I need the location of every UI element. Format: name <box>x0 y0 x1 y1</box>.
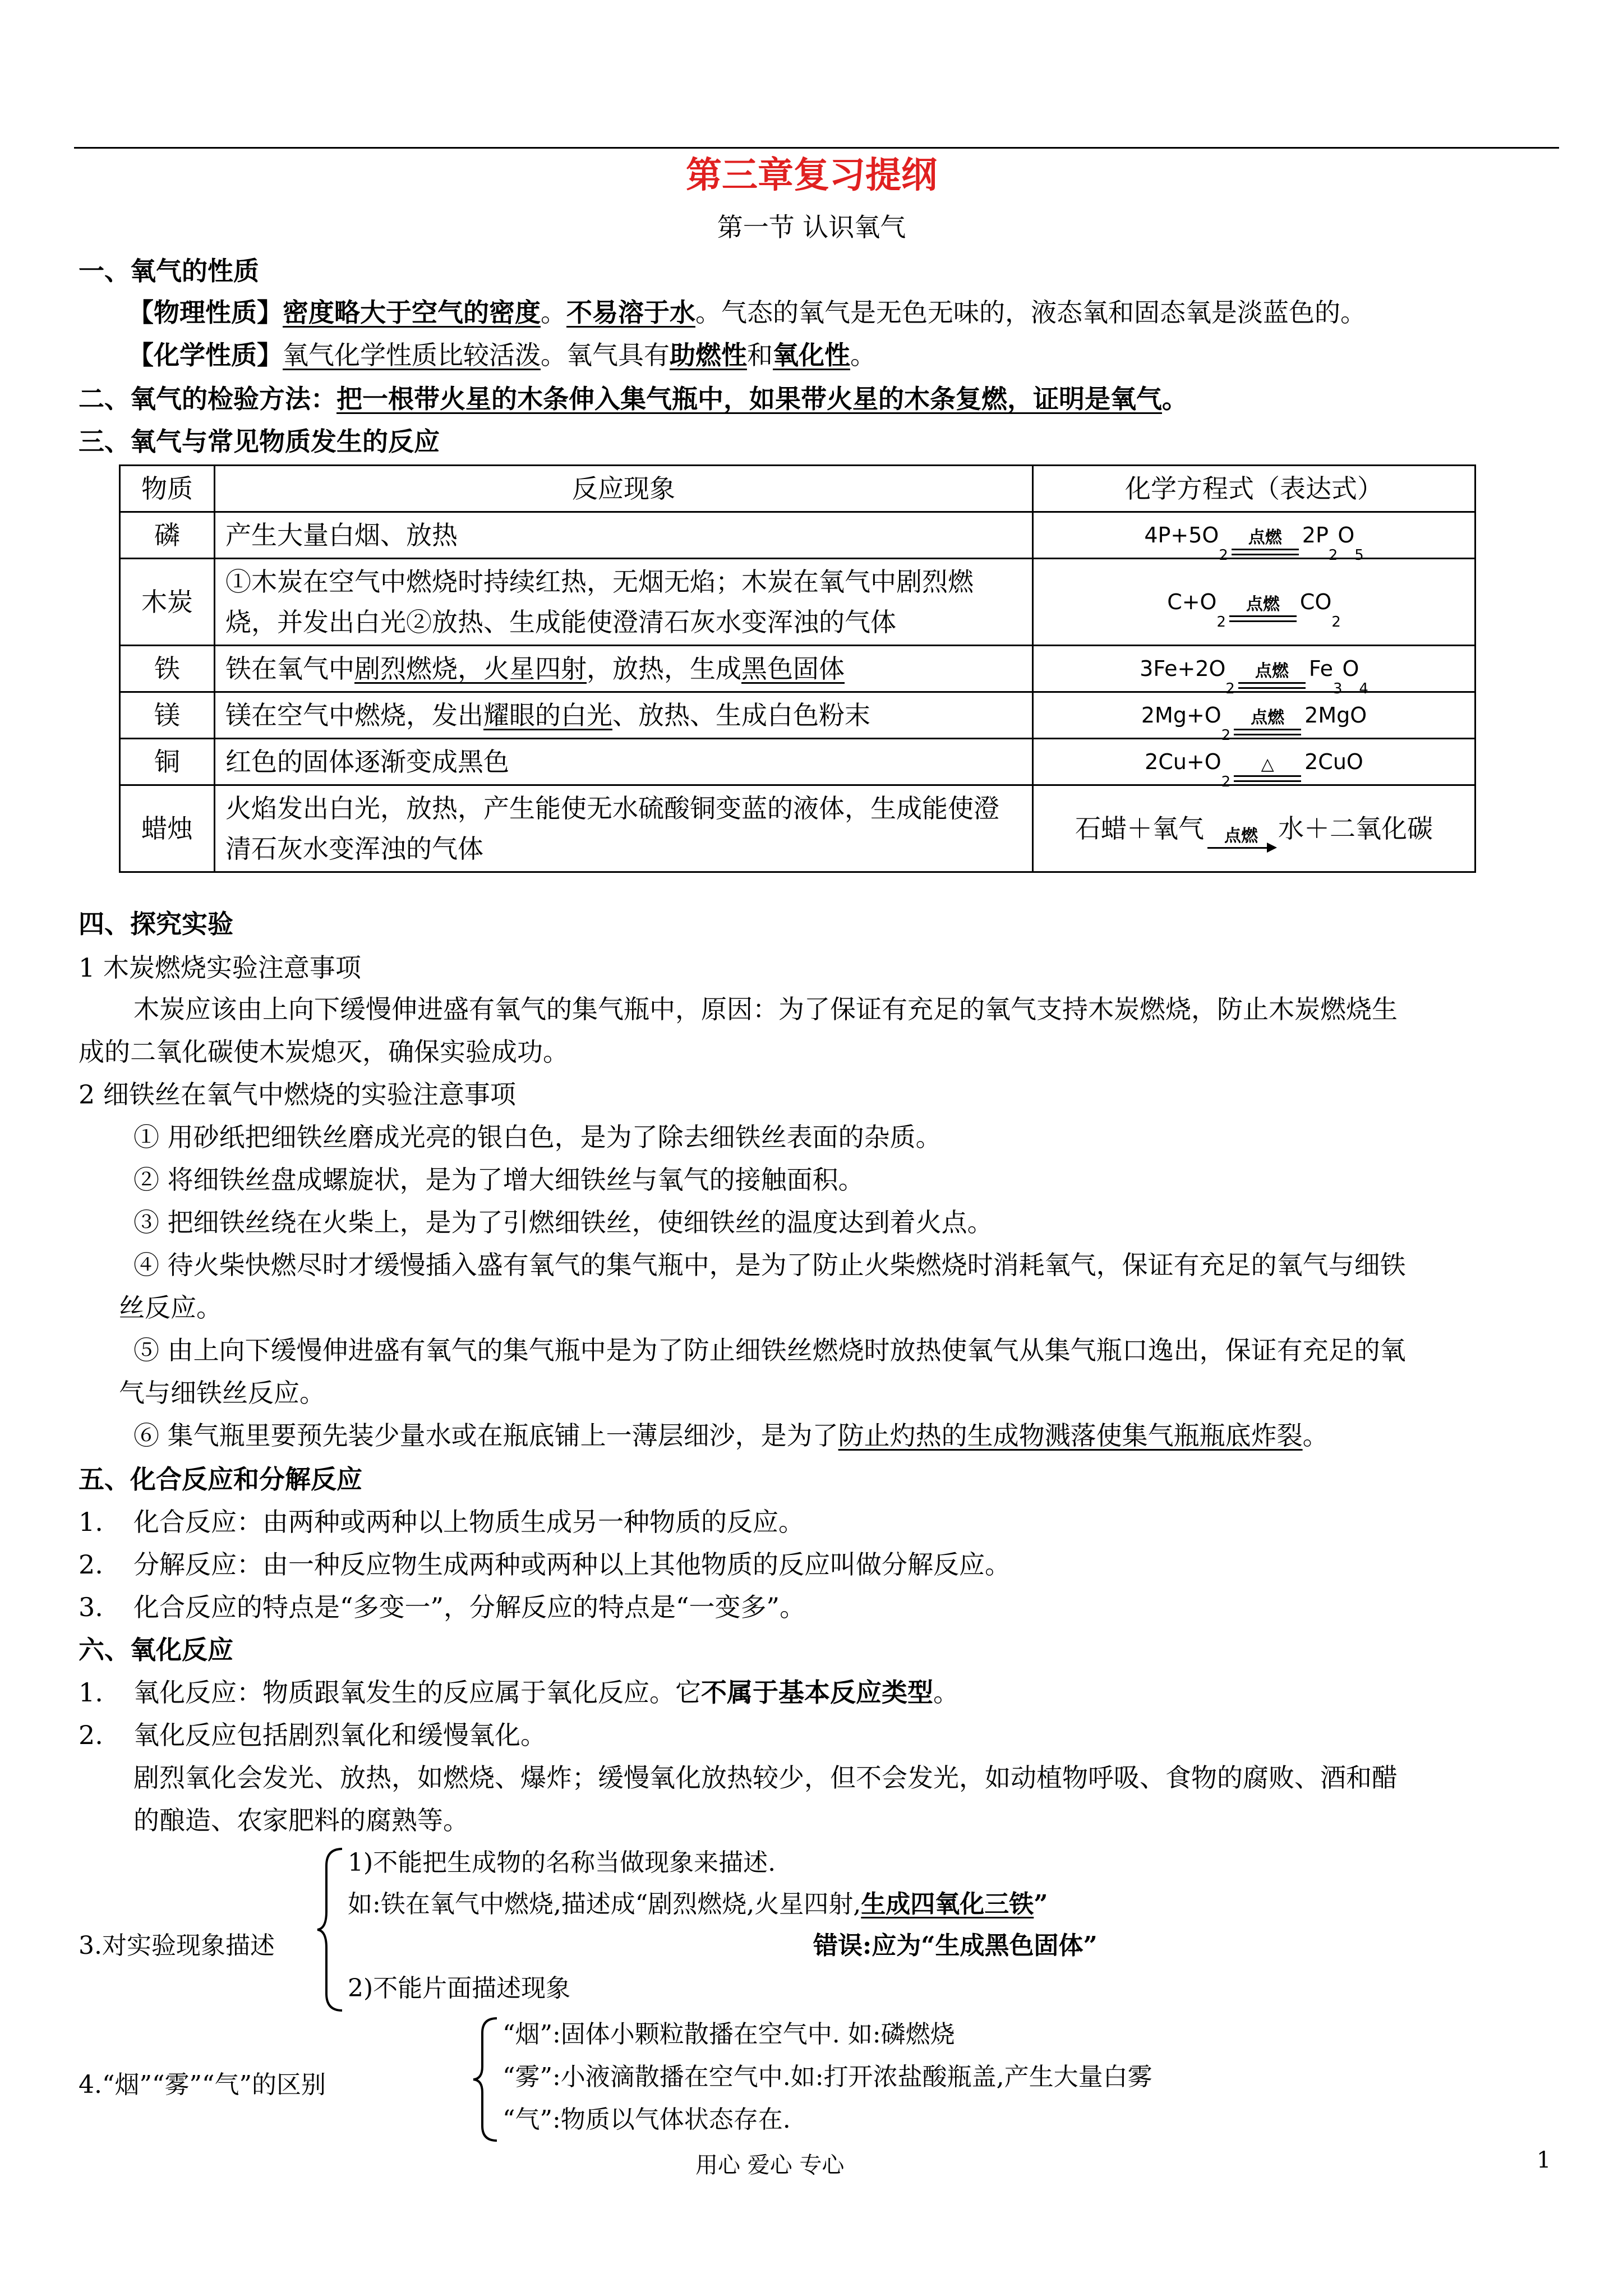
equation-cell <box>1033 785 1476 872</box>
ignite-equals-sign <box>1234 708 1301 735</box>
brace-item <box>348 1884 1048 1925</box>
table-row <box>120 739 1476 785</box>
table-row <box>120 692 1476 739</box>
chem-key-c: 氧化性 <box>773 340 850 370</box>
reaction-table <box>119 464 1476 873</box>
footer-motto: 用心 爱心 专心 <box>695 2152 845 2178</box>
list-item <box>133 1672 959 1713</box>
header-rule <box>74 147 1559 149</box>
condition-label: 点燃 <box>1248 528 1282 547</box>
phenomenon-cell: 火焰发出白光，放热，产生能使无水硫酸铜变蓝的液体，生成能使澄清石灰水变浑浊的气体 <box>215 785 1033 872</box>
chem-key-b: 助燃性 <box>670 340 747 370</box>
paragraph-line: 剧烈氧化会发光、放热，如燃烧、爆炸；缓慢氧化放热较少，但不会发光，如动植物呼吸、食物的腐败、酒和醋 <box>133 1763 1398 1793</box>
chem-and: 和 <box>747 340 773 370</box>
brace-item-text: 如:铁在氧气中燃烧,描述成“剧烈燃烧,火星四射, <box>348 1890 861 1918</box>
brace-label-phenomena: 3.对实验现象描述 <box>79 1931 275 1960</box>
item-key: 防止灼热的生成物溅落使集气瓶瓶底炸裂 <box>838 1420 1303 1451</box>
table-row <box>120 559 1476 646</box>
eq-lhs: 4P+5O <box>1144 523 1219 547</box>
eq-rhs-mid: O <box>1342 656 1359 681</box>
eq-rhs-mid: O <box>1338 523 1355 547</box>
table-row <box>120 512 1476 559</box>
heading-reactions: 三、氧气与常见物质发生的反应 <box>79 426 440 457</box>
brace-item: “雾”:小液滴散播在空气中.如:打开浓盐酸瓶盖,产生大量白雾 <box>502 2063 1152 2091</box>
ignite-equals-sign <box>1238 662 1306 689</box>
phen-text: 镁在空气中燃烧，发出 <box>225 700 483 730</box>
substance-cell: 镁 <box>120 692 215 739</box>
eq-rhs: 2CuO <box>1304 749 1363 774</box>
phenomenon-cell: 产生大量白烟、放热 <box>215 512 1033 559</box>
brace-item: “烟”:固体小颗粒散播在空气中. 如:磷燃烧 <box>502 2020 955 2049</box>
list-number: 2. <box>79 1720 103 1750</box>
ignite-equals-sign <box>1232 528 1299 555</box>
substance-cell: 蜡烛 <box>120 785 215 872</box>
phen-key: 黑色固体 <box>741 654 845 684</box>
equation-cell: 4P+5O 2 点燃 2P 2 O 5 <box>1033 512 1476 559</box>
list-number: 2. <box>79 1549 103 1580</box>
phenomenon-cell: 红色的固体逐渐变成黑色 <box>215 739 1033 785</box>
col-header-substance: 物质 <box>120 466 215 512</box>
heading-combination-decomposition: 五、化合反应和分解反应 <box>79 1464 362 1494</box>
brace-item-key: 生成四氧化三铁 <box>861 1890 1034 1918</box>
condition-label: △ <box>1261 754 1274 774</box>
item-text: ⑥ 集气瓶里要预先装少量水或在瓶底铺上一薄层细沙，是为了 <box>133 1420 838 1451</box>
equation-cell: 2Cu+O 2 △ 2CuO <box>1033 739 1476 785</box>
list-item: 氧化反应包括剧烈氧化和缓慢氧化。 <box>133 1720 546 1750</box>
list-item: ② 将细铁丝盘成螺旋状，是为了增大细铁丝与氧气的接触面积。 <box>133 1165 864 1195</box>
list-item: ① 用砂纸把细铁丝磨成光亮的银白色，是为了除去细铁丝表面的杂质。 <box>133 1122 942 1152</box>
brace-item: 1)不能把生成物的名称当做现象来描述. <box>348 1848 776 1877</box>
paragraph-line: 成的二氧化碳使木炭熄灭，确保实验成功。 <box>79 1037 569 1067</box>
eq-rhs: 2MgO <box>1304 703 1367 728</box>
phys-rest: 。气态的氧气是无色无味的，液态氧和固态氧是淡蓝色的。 <box>695 297 1366 328</box>
phys-label: 【物理性质】 <box>128 297 283 328</box>
list-item: ③ 把细铁丝绕在火柴上，是为了引燃细铁丝，使细铁丝的温度达到着火点。 <box>133 1207 993 1237</box>
chem-label: 【化学性质】 <box>128 340 283 370</box>
eq-lhs: 2Mg+O <box>1141 703 1221 728</box>
chem-end: 。 <box>850 340 876 370</box>
physical-properties-line <box>128 292 1366 333</box>
eq-rhs: CO <box>1299 590 1332 614</box>
eq-lhs: 3Fe+2O <box>1140 656 1226 681</box>
brace-label-smoke-fog-gas: 4.“烟”“雾”“气”的区别 <box>79 2070 326 2099</box>
item-key: 不属于基本反应类型 <box>701 1677 933 1708</box>
paragraph-line: 的酿造、农家肥料的腐熟等。 <box>133 1805 469 1835</box>
page-title: 第三章复习提纲 <box>686 154 937 196</box>
experiment-2-title: 2 细铁丝在氧气中燃烧的实验注意事项 <box>79 1079 516 1110</box>
list-item <box>133 1415 1329 1456</box>
left-brace-icon <box>314 1846 348 2014</box>
list-item: ④ 待火柴快燃尽时才缓慢插入盛有氧气的集气瓶中，是为了防止火柴燃烧时消耗氧气，保证有充足的氧气与细铁 <box>133 1250 1406 1280</box>
heat-equals-sign <box>1234 755 1301 782</box>
list-item: ⑤ 由上向下缓慢伸进盛有氧气的集气瓶中是为了防止细铁丝燃烧时放热使氧气从集气瓶口逸出，保证有充足的氧 <box>133 1335 1406 1365</box>
equation-cell: 3Fe+2O 2 点燃 Fe 3 O 4 <box>1033 646 1476 692</box>
phys-key-b: 不易溶于水 <box>566 297 695 328</box>
phenomenon-cell <box>215 692 1033 739</box>
substance-cell: 铜 <box>120 739 215 785</box>
chem-text: 。氧气具有 <box>541 340 670 370</box>
item-text: 氧化反应：物质跟氧发生的反应属于氧化反应。它 <box>133 1677 701 1708</box>
phen-text: 、放热、生成白色粉末 <box>612 700 870 730</box>
chem-key-a: 氧气化学性质比较活泼 <box>283 340 541 370</box>
list-item: 化合反应：由两种或两种以上物质生成另一种物质的反应。 <box>133 1507 804 1537</box>
table-row <box>120 646 1476 692</box>
brace-item: “气”:物质以气体状态存在. <box>502 2105 791 2134</box>
phenomenon-cell <box>215 646 1033 692</box>
substance-cell: 木炭 <box>120 559 215 646</box>
ignite-equals-sign <box>1229 595 1297 622</box>
equation-cell: C+O 2 点燃 CO 2 <box>1033 559 1476 646</box>
heading-oxidation: 六、氧化反应 <box>79 1635 233 1665</box>
condition-label: 点燃 <box>1251 708 1285 728</box>
phen-text: 铁在氧气中 <box>225 654 354 684</box>
heading-experiments: 四、探究实验 <box>79 909 233 939</box>
chemical-properties-line <box>128 334 876 376</box>
equation-cell: 2Mg+O 2 点燃 2MgO <box>1033 692 1476 739</box>
heading-oxygen-properties: 一、氧气的性质 <box>79 256 259 286</box>
paragraph-line: 木炭应该由上向下缓慢伸进盛有氧气的集气瓶中，原因：为了保证有充足的氧气支持木炭燃烧，防止木炭燃烧生 <box>133 994 1398 1024</box>
list-item-cont: 丝反应。 <box>119 1292 222 1323</box>
col-header-equation: 化学方程式（表达式） <box>1033 466 1476 512</box>
left-brace-icon <box>470 2015 501 2144</box>
brace-item-correction: 错误:应为“生成黑色固体” <box>813 1931 1098 1960</box>
eq-rhs: 2P <box>1302 523 1329 547</box>
list-number: 3. <box>79 1592 103 1622</box>
section-subtitle: 第一节 认识氧气 <box>717 212 906 242</box>
table-header-row <box>120 466 1476 512</box>
list-item: 分解反应：由一种反应物生成两种或两种以上其他物质的反应叫做分解反应。 <box>133 1549 1011 1580</box>
col-header-phenomenon: 反应现象 <box>215 466 1033 512</box>
eq-rhs: Fe <box>1308 656 1334 681</box>
oxygen-test-method: 把一根带火星的木条伸入集气瓶中，如果带火星的木条复燃，证明是氧气 <box>336 384 1162 414</box>
ignite-arrow <box>1207 827 1275 849</box>
condition-label: 点燃 <box>1255 661 1289 681</box>
list-item-cont: 气与细铁丝反应。 <box>119 1378 325 1408</box>
table-row <box>120 785 1476 872</box>
condition-label: 点燃 <box>1246 595 1280 614</box>
brace-item: 2)不能片面描述现象 <box>348 1974 571 2003</box>
eq-lhs: 2Cu+O <box>1145 749 1221 774</box>
page-number: 1 <box>1537 2147 1551 2173</box>
phys-key-a: 密度略大于空气的密度 <box>283 297 541 328</box>
heading-oxygen-test: 二、氧气的检验方法： <box>79 384 336 414</box>
eq-lhs: 石蜡＋氧气 <box>1075 813 1204 844</box>
oxygen-test-end: 。 <box>1162 384 1188 414</box>
phen-key: 剧烈燃烧，火星四射 <box>354 654 587 684</box>
oxygen-test-line <box>79 378 1188 420</box>
list-number: 1. <box>79 1677 103 1708</box>
item-end: 。 <box>1302 1420 1329 1451</box>
item-end: 。 <box>933 1677 959 1708</box>
substance-cell: 磷 <box>120 512 215 559</box>
eq-lhs: C+O <box>1167 590 1217 614</box>
phen-text: ，放热，生成 <box>587 654 741 684</box>
phenomenon-cell: ①木炭在空气中燃烧时持续红热，无烟无焰；木炭在氧气中剧烈燃烧，并发出白光②放热、生成能使澄清石灰水变浑浊的气体 <box>215 559 1033 646</box>
phys-punct: 。 <box>541 297 566 328</box>
list-item: 化合反应的特点是“多变一”，分解反应的特点是“一变多”。 <box>133 1592 806 1622</box>
list-number: 1. <box>79 1507 103 1537</box>
condition-label: 点燃 <box>1224 826 1258 846</box>
experiment-1-title: 1 木炭燃烧实验注意事项 <box>79 953 361 983</box>
phen-key: 耀眼的白光 <box>483 700 612 730</box>
brace-item-end: ” <box>1034 1890 1048 1918</box>
substance-cell: 铁 <box>120 646 215 692</box>
eq-rhs: 水＋二氧化碳 <box>1278 813 1433 844</box>
